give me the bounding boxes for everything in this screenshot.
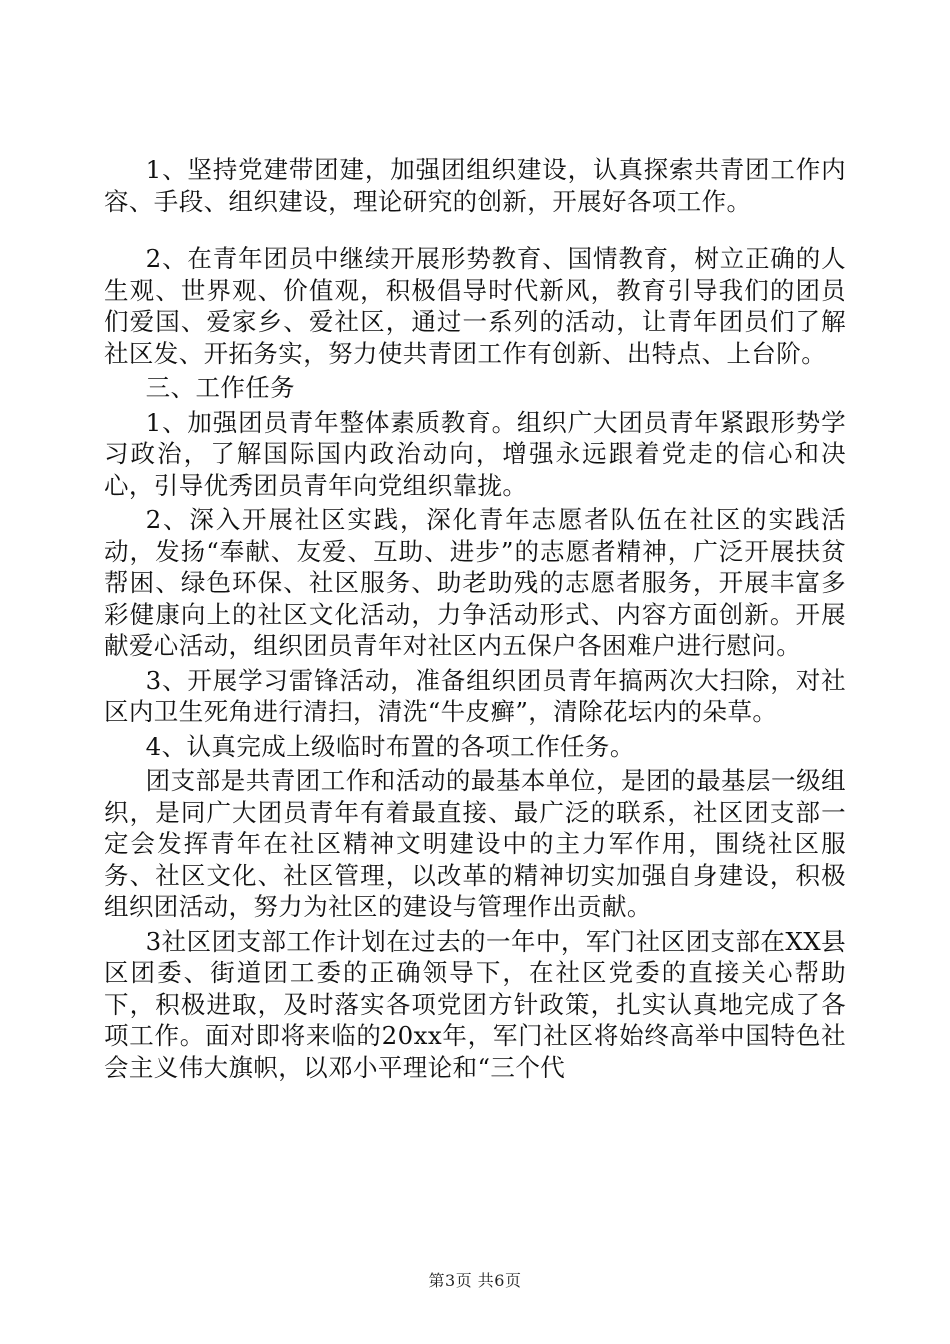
paragraph-task-3: 3、开展学习雷锋活动，准备组织团员青年搞两次大扫除，对社区内卫生死角进行清扫，清洗“牛皮癣”，清除花坛内的朵草。 [104, 665, 846, 726]
paragraph-summary: 团支部是共青团工作和活动的最基本单位，是团的最基层一级组织，是同广大团员青年有着最直接、最广泛的联系，社区团支部一定会发挥青年在社区精神文明建设中的主力军作用，围绕社区服务、社区文化、社区管理，以改革的精神切实加强自身建设，积极组织团活动，努力为社区的建设与管理作出贡献。 [104, 766, 846, 921]
paragraph-1: 1、坚持党建带团建，加强团组织建设，认真探索共青团工作内容、手段、组织建设，理论研究的创新，开展好各项工作。 [104, 155, 846, 216]
page-number-footer: 第3页 共6页 [428, 1271, 522, 1290]
paragraph-task-1: 1、加强团员青年整体素质教育。组织广大团员青年紧跟形势学习政治，了解国际国内政治动向，增强永远跟着党走的信心和决心，引导优秀团员青年向党组织靠拢。 [104, 407, 846, 500]
paragraph-task-4: 4、认真完成上级临时布置的各项工作任务。 [145, 731, 635, 761]
paragraph-plan-intro: 3社区团支部工作计划在过去的一年中，军门社区团支部在XX县区团委、街道团工委的正确领导下，在社区党委的直接关心帮助下，积极进取，及时落实各项党团方针政策，扎实认真地完成了各项工作。面对即将来临的20xx年，军门社区将始终高举中国特色社会主义伟大旗帜，以邓小平理论和“三个代 [104, 926, 846, 1082]
document-body [104, 154, 846, 1083]
section-heading-work-tasks: 三、工作任务 [145, 373, 296, 402]
paragraph-2: 2、在青年团员中继续开展形势教育、国情教育，树立正确的人生观、世界观、价值观，积极倡导时代新风，教育引导我们的团员们爱国、爱家乡、爱社区，通过一系列的活动，让青年团员们了解社区发、开拓务实，努力使共青团工作有创新、出特点、上台阶。 [104, 244, 846, 368]
paragraph-task-2: 2、深入开展社区实践，深化青年志愿者队伍在社区的实践活动，发扬“奉献、友爱、互助、进步”的志愿者精神，广泛开展扶贫帮困、绿色环保、社区服务、助老助残的志愿者服务，开展丰富多彩健康向上的社区文化活动，力争活动形式、内容方面创新。开展献爱心活动，组织团员青年对社区内五保户各困难户进行慰问。 [104, 505, 846, 660]
